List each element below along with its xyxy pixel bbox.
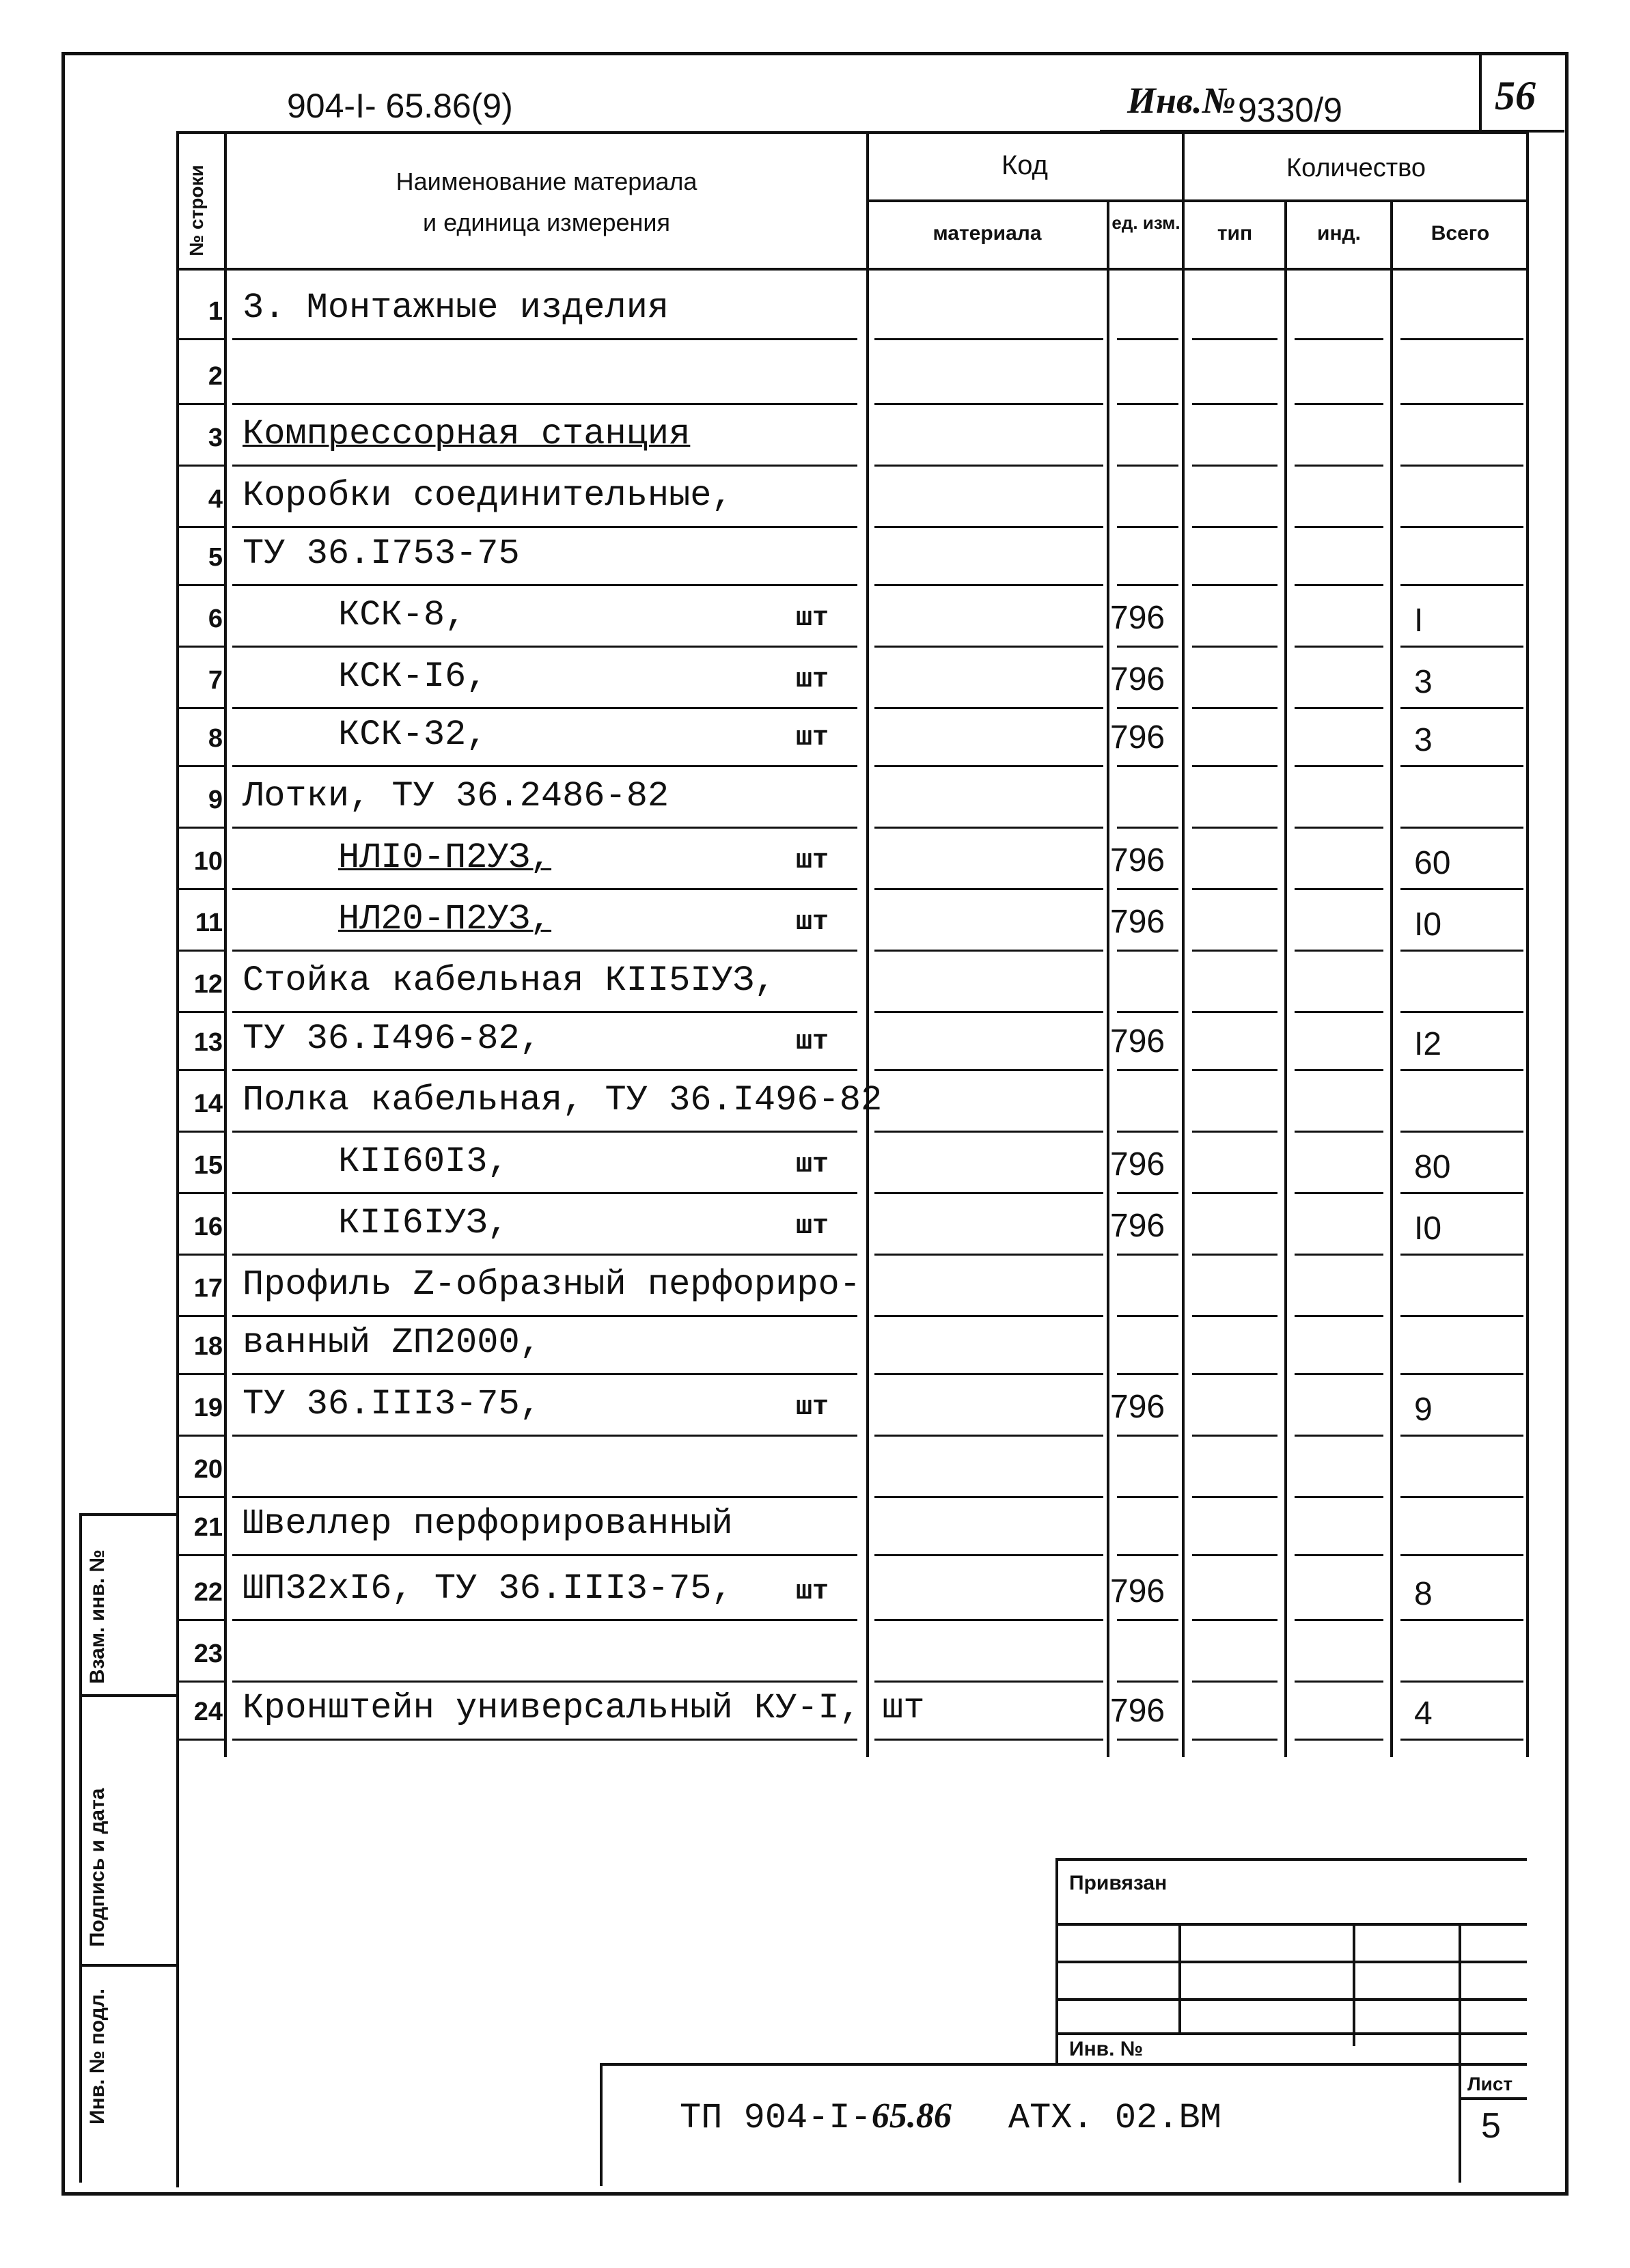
row-separator [1400, 526, 1523, 528]
row-separator [232, 1681, 857, 1683]
side-label-signature: Подпись и дата [86, 1788, 109, 1947]
row-separator [1400, 1011, 1523, 1013]
material-name: ТУ 36.I496-82, [243, 1019, 541, 1059]
row-separator [1295, 1619, 1383, 1621]
header-subdivider [866, 199, 1529, 202]
row-separator [1117, 1681, 1178, 1683]
row-separator [1192, 1681, 1277, 1683]
row-separator [176, 1681, 224, 1683]
quantity-total: 4 [1414, 1696, 1433, 1732]
row-separator [1400, 827, 1523, 829]
row-separator [1400, 1619, 1523, 1621]
row-separator [1400, 465, 1523, 467]
row-separator [1192, 1192, 1277, 1194]
row-separator [874, 1254, 1103, 1256]
material-name: Полка кабельная, ТУ 36.I496-82 [243, 1080, 883, 1120]
sheet-number: 5 [1481, 2106, 1501, 2146]
row-separator [1295, 1554, 1383, 1556]
row-separator [232, 1554, 857, 1556]
row-separator [1400, 765, 1523, 767]
row-separator [1400, 1496, 1523, 1498]
row-separator [1117, 403, 1178, 405]
row-number: 20 [193, 1455, 223, 1484]
stamp-vline-1 [1178, 1923, 1181, 2032]
unit-code: 796 [1110, 1146, 1165, 1183]
inventory-label: Инв.№ [1127, 80, 1237, 121]
stamp-vline-2 [1353, 1923, 1355, 2046]
unit-code: 796 [1110, 719, 1165, 756]
row-separator [874, 1681, 1103, 1683]
row-separator [1295, 707, 1383, 709]
material-name: Профиль Z-образный перфориро- [243, 1264, 861, 1305]
row-separator [1192, 765, 1277, 767]
unit-code: 796 [1110, 661, 1165, 697]
row-separator [1295, 888, 1383, 890]
row-separator [176, 1315, 224, 1317]
row-separator [1295, 526, 1383, 528]
row-separator [1192, 1435, 1277, 1437]
row-separator [176, 1554, 224, 1556]
unit-of-measure: шт [796, 1027, 829, 1057]
material-name: ШП32хI6, ТУ 36.III3-75, [243, 1568, 733, 1609]
side-label-inv-podl: Инв. № подл. [86, 1988, 109, 2125]
stamp-line-3 [1055, 1961, 1527, 1963]
material-name: КСК-32, [338, 715, 488, 755]
code-material-header: материала [933, 222, 1042, 245]
row-separator [1295, 1496, 1383, 1498]
row-separator [874, 1619, 1103, 1621]
unit-code: 796 [1110, 600, 1165, 636]
row-separator [1192, 338, 1277, 340]
table-right-line [1526, 131, 1529, 1757]
row-separator [1117, 1131, 1178, 1133]
side-label-vzam: Взам. инв. № [86, 1549, 109, 1684]
name-code-divider [866, 131, 869, 1757]
row-separator [1117, 526, 1178, 528]
row-number: 3 [208, 424, 223, 452]
row-separator [1117, 1254, 1178, 1256]
row-separator [1400, 403, 1523, 405]
row-separator [1400, 1131, 1523, 1133]
material-name: НЛ20-П2УЗ, [338, 899, 552, 939]
row-separator [1400, 1192, 1523, 1194]
row-separator [1295, 1681, 1383, 1683]
row-separator [1400, 338, 1523, 340]
unit-code: 796 [1110, 1023, 1165, 1060]
row-separator [232, 1619, 857, 1621]
row-separator [1117, 1011, 1178, 1013]
row-separator [176, 1131, 224, 1133]
row-number: 16 [193, 1213, 223, 1241]
row-separator [874, 338, 1103, 340]
row-separator [1192, 403, 1277, 405]
material-name: НЛI0-П2УЗ, [338, 838, 552, 878]
quantity-total: 3 [1414, 664, 1433, 700]
row-separator [1192, 1619, 1277, 1621]
row-separator [232, 1739, 857, 1741]
material-name: КСК-8, [338, 595, 467, 635]
row-separator [1295, 646, 1383, 648]
unit-of-measure: шт [796, 1392, 829, 1423]
row-separator [1192, 1131, 1277, 1133]
row-separator [1117, 707, 1178, 709]
sheet-label-line [1459, 2097, 1527, 2100]
code-group-header: Код [1001, 150, 1048, 180]
row-separator [232, 1315, 857, 1317]
row-separator [1192, 1069, 1277, 1071]
row-separator [874, 1011, 1103, 1013]
row-number: 14 [193, 1090, 223, 1118]
qty-total-header: Всего [1431, 222, 1490, 245]
row-separator [176, 1373, 224, 1375]
row-number: 12 [193, 970, 223, 999]
row-separator [176, 526, 224, 528]
row-separator [232, 584, 857, 586]
drawing-frame [61, 52, 1569, 2196]
material-name: КII6IУЗ, [338, 1203, 509, 1243]
material-name: КII60I3, [338, 1142, 509, 1182]
row-separator [1192, 646, 1277, 648]
row-number: 19 [193, 1394, 223, 1422]
row-separator [1192, 465, 1277, 467]
material-name: 3. Монтажные изделия [243, 288, 669, 328]
quantity-total: I0 [1414, 907, 1442, 943]
page-corner-number: 56 [1495, 73, 1536, 118]
row-separator [1117, 338, 1178, 340]
row-separator [874, 1069, 1103, 1071]
row-separator [232, 646, 857, 648]
title-handwritten: 65.86 [871, 2097, 952, 2135]
row-number: 23 [193, 1640, 223, 1668]
material-name: Коробки соединительные, [243, 475, 733, 516]
quantity-total: I2 [1414, 1026, 1442, 1062]
row-separator [1295, 1192, 1383, 1194]
row-separator [1117, 1192, 1178, 1194]
unit-code: 796 [1110, 1573, 1165, 1609]
row-separator [874, 1435, 1103, 1437]
material-name: ванный ZП2000, [243, 1323, 541, 1363]
row-separator [1400, 1554, 1523, 1556]
row-number: 13 [193, 1028, 223, 1057]
row-separator [874, 950, 1103, 952]
material-name: Стойка кабельная КII5IУЗ, [243, 960, 776, 1001]
row-separator [1117, 1619, 1178, 1621]
row-separator [1192, 1373, 1277, 1375]
row-separator [232, 403, 857, 405]
row-separator [1192, 584, 1277, 586]
table-header-bottom-line [176, 268, 1529, 271]
rownum-divider [224, 131, 227, 1757]
side-stamp-top-line [79, 1513, 178, 1516]
row-separator [1295, 1131, 1383, 1133]
row-separator [1400, 950, 1523, 952]
row-number: 17 [193, 1274, 223, 1303]
row-number: 5 [208, 543, 223, 572]
row-separator [176, 1011, 224, 1013]
row-number: 7 [208, 666, 223, 695]
unit-of-measure: шт [796, 1150, 829, 1180]
row-separator [1400, 1681, 1523, 1683]
row-separator [1192, 827, 1277, 829]
row-separator [1400, 1254, 1523, 1256]
title-block-left-line [600, 2063, 603, 2186]
table-top-line [176, 131, 1529, 134]
material-name: Компрессорная станция [243, 414, 691, 454]
unit-code: 796 [1110, 1208, 1165, 1244]
row-separator [232, 1192, 857, 1194]
row-separator [874, 1192, 1103, 1194]
row-separator [1117, 950, 1178, 952]
row-separator [1192, 1554, 1277, 1556]
row-separator [1117, 1069, 1178, 1071]
unit-of-measure: шт [796, 723, 829, 753]
stamp-vline-3 [1459, 1923, 1461, 2183]
row-separator [176, 1254, 224, 1256]
material-name: Швеллер перфорированный [243, 1504, 733, 1544]
type-ind-divider [1284, 199, 1287, 1757]
row-separator [1295, 1315, 1383, 1317]
unit-of-measure: шт [796, 1211, 829, 1242]
row-separator [1295, 1373, 1383, 1375]
row-separator [1117, 1739, 1178, 1741]
row-separator [1192, 707, 1277, 709]
qty-group-header: Количество [1286, 154, 1426, 182]
quantity-total: 9 [1414, 1392, 1433, 1428]
row-separator [874, 1315, 1103, 1317]
row-number: 10 [193, 847, 223, 876]
row-separator [176, 707, 224, 709]
row-separator [1192, 1011, 1277, 1013]
code-qty-divider [1182, 131, 1185, 1757]
row-separator [176, 1619, 224, 1621]
row-separator [232, 827, 857, 829]
row-separator [176, 1069, 224, 1071]
row-separator [874, 526, 1103, 528]
row-number: 22 [193, 1578, 223, 1607]
row-separator [1295, 1739, 1383, 1741]
row-separator [1117, 1373, 1178, 1375]
row-separator [232, 1011, 857, 1013]
row-number: 6 [208, 605, 223, 633]
material-unit-divider [1107, 199, 1109, 1757]
row-separator [232, 1131, 857, 1133]
row-separator [1295, 1254, 1383, 1256]
row-separator [232, 526, 857, 528]
quantity-total: 8 [1414, 1576, 1433, 1612]
row-separator [1295, 1069, 1383, 1071]
ind-total-divider [1390, 199, 1393, 1757]
row-separator [232, 888, 857, 890]
row-separator [1117, 1315, 1178, 1317]
row-separator [1295, 584, 1383, 586]
row-separator [1117, 465, 1178, 467]
row-separator [176, 1435, 224, 1437]
row-separator [1295, 1435, 1383, 1437]
title-suffix: АТХ. 02.ВМ [1008, 2098, 1221, 2138]
row-separator [1192, 1739, 1277, 1741]
corner-divider [1479, 55, 1482, 133]
row-separator [874, 646, 1103, 648]
unit-code: 796 [1110, 1389, 1165, 1425]
row-separator [1295, 465, 1383, 467]
row-separator [176, 646, 224, 648]
quantity-total: 60 [1414, 845, 1451, 881]
material-name: ТУ 36.III3-75, [243, 1384, 541, 1424]
row-separator [176, 950, 224, 952]
row-separator [874, 765, 1103, 767]
stamp-line-4 [1055, 1998, 1527, 2001]
stamp-privyazan: Привязан [1069, 1872, 1168, 1894]
material-name: ТУ 36.I753-75 [243, 534, 520, 574]
row-separator [874, 1131, 1103, 1133]
name-header-line1: Наименование материала [396, 167, 697, 195]
row-separator [176, 888, 224, 890]
row-separator [1400, 1315, 1523, 1317]
row-separator [1295, 950, 1383, 952]
row-number: 8 [208, 724, 223, 753]
side-stamp-divider-1 [79, 1694, 178, 1697]
material-name: Лотки, ТУ 36.2486-82 [243, 776, 669, 816]
row-separator [232, 1373, 857, 1375]
code-unit-header: ед. изм. [1111, 212, 1180, 233]
row-separator [232, 765, 857, 767]
quantity-total: I0 [1414, 1211, 1442, 1247]
title-block-top-line [600, 2063, 1527, 2066]
row-separator [1117, 827, 1178, 829]
unit-code: 796 [1110, 842, 1165, 879]
row-separator [1295, 403, 1383, 405]
row-number: 21 [193, 1513, 223, 1542]
sheet-label: Лист [1467, 2073, 1513, 2094]
row-separator [874, 1739, 1103, 1741]
quantity-total: I [1414, 603, 1424, 639]
row-number-header: № строки [186, 165, 207, 256]
unit-of-measure: шт [796, 907, 829, 938]
qty-type-header: тип [1217, 222, 1253, 245]
row-separator [1117, 1496, 1178, 1498]
row-separator [1192, 1254, 1277, 1256]
doc-code: 904-I- 65.86(9) [287, 87, 513, 125]
row-separator [874, 1496, 1103, 1498]
row-separator [1400, 1739, 1523, 1741]
row-separator [1295, 1011, 1383, 1013]
unit-of-measure: шт [796, 846, 829, 876]
row-separator [232, 1254, 857, 1256]
row-separator [1117, 1554, 1178, 1556]
row-separator [1117, 888, 1178, 890]
row-number: 2 [208, 362, 223, 391]
row-separator [1400, 584, 1523, 586]
row-separator [232, 338, 857, 340]
row-separator [1117, 646, 1178, 648]
row-separator [1117, 765, 1178, 767]
row-separator [1295, 827, 1383, 829]
side-stamp-divider-2 [79, 1964, 178, 1967]
row-separator [1192, 1496, 1277, 1498]
row-separator [232, 707, 857, 709]
row-separator [874, 827, 1103, 829]
row-separator [232, 1069, 857, 1071]
row-separator [176, 338, 224, 340]
row-separator [176, 765, 224, 767]
row-separator [1400, 707, 1523, 709]
inventory-number: 9330/9 [1238, 91, 1342, 129]
row-separator [874, 403, 1103, 405]
stamp-line-2 [1055, 1923, 1527, 1926]
row-number: 11 [195, 909, 223, 937]
row-separator [232, 950, 857, 952]
row-separator [232, 1496, 857, 1498]
unit-code: 796 [1110, 904, 1165, 940]
row-separator [1192, 950, 1277, 952]
unit-of-measure: шт [796, 1577, 829, 1607]
row-separator [874, 1373, 1103, 1375]
qty-ind-header: инд. [1317, 222, 1361, 245]
row-separator [176, 1496, 224, 1498]
quantity-total: 3 [1414, 722, 1433, 758]
row-separator [176, 1192, 224, 1194]
row-separator [874, 584, 1103, 586]
row-separator [1400, 1069, 1523, 1071]
side-stamp-left-line [79, 1513, 82, 2183]
quantity-total: 80 [1414, 1149, 1451, 1185]
row-separator [1295, 338, 1383, 340]
row-number: 18 [193, 1332, 223, 1361]
name-header-line2: и единица измерения [422, 208, 670, 236]
stamp-line-5 [1055, 2032, 1527, 2035]
row-separator [1192, 526, 1277, 528]
material-name: КСК-I6, [338, 656, 488, 697]
stamp-top-line [1055, 1858, 1527, 1861]
row-separator [1400, 1435, 1523, 1437]
row-number: 1 [208, 297, 223, 326]
row-separator [1400, 646, 1523, 648]
unit-of-measure: шт [796, 603, 829, 634]
title-block-code [680, 2096, 1221, 2138]
material-name: Кронштейн универсальный КУ-I, шт [243, 1688, 925, 1728]
row-separator [176, 403, 224, 405]
row-number: 4 [208, 485, 223, 514]
row-separator [874, 707, 1103, 709]
row-separator [874, 1554, 1103, 1556]
row-separator [1400, 1373, 1523, 1375]
row-separator [1117, 1435, 1178, 1437]
unit-of-measure: шт [796, 665, 829, 695]
row-separator [1400, 888, 1523, 890]
row-separator [176, 465, 224, 467]
row-separator [176, 827, 224, 829]
row-separator [232, 465, 857, 467]
row-separator [874, 465, 1103, 467]
row-separator [1295, 765, 1383, 767]
row-separator [176, 1739, 224, 1741]
row-number: 15 [193, 1151, 223, 1180]
row-separator [176, 584, 224, 586]
title-prefix: ТП 904-I- [680, 2098, 872, 2138]
row-separator [1192, 888, 1277, 890]
row-separator [1192, 1315, 1277, 1317]
row-separator [874, 888, 1103, 890]
row-separator [1117, 584, 1178, 586]
unit-code: 796 [1110, 1693, 1165, 1729]
row-number: 24 [193, 1698, 223, 1726]
row-separator [232, 1435, 857, 1437]
row-number: 9 [208, 786, 223, 814]
stamp-inv-no: Инв. № [1069, 2038, 1144, 2060]
